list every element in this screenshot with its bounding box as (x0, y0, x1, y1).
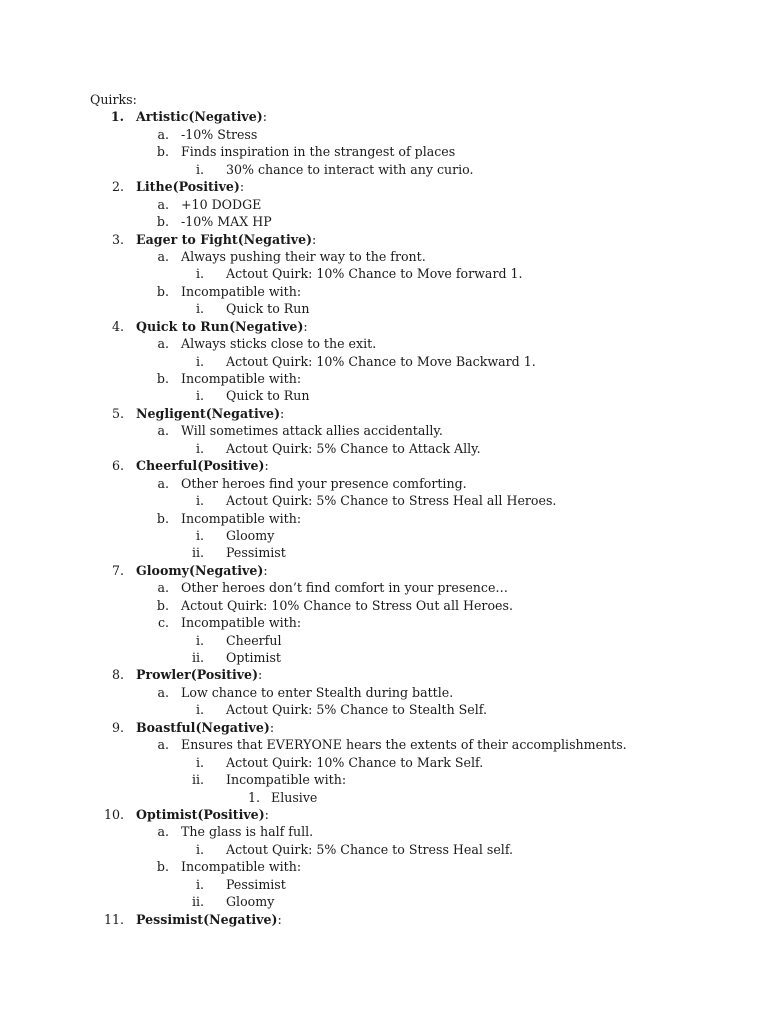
list-item (0, 736, 768, 753)
list-marker: 9. (111, 719, 124, 735)
quirk-title-label: Optimist(Positive) (136, 806, 265, 822)
quirk-title-colon: : (239, 179, 245, 195)
list-item (0, 196, 768, 213)
quirk-title-colon: : (269, 719, 275, 735)
list-marker: 2. (111, 179, 124, 195)
list-marker: a. (157, 336, 169, 352)
list-item (0, 335, 768, 352)
quirk-title-colon: : (280, 405, 285, 421)
quirk-title-colon: : (277, 911, 282, 927)
list-item-text: Other heroes don’t find comfort in your presence… (181, 580, 508, 596)
quirk-title-colon: : (262, 109, 267, 125)
list-item (0, 161, 768, 178)
list-marker: 1. (110, 109, 124, 125)
list-marker: a. (157, 475, 169, 491)
list-marker: i. (195, 876, 204, 892)
quirks-list (0, 91, 768, 928)
list-item (0, 492, 768, 509)
list-marker: 3. (111, 231, 124, 247)
list-item (0, 579, 768, 596)
list-item (0, 143, 768, 160)
list-item-text: Always pushing their way to the front. (181, 248, 426, 264)
quirk-title-label: Artistic(Negative) (136, 109, 263, 125)
list-marker: ii. (191, 545, 204, 561)
list-item (0, 544, 768, 561)
list-item-text: -10% MAX HP (181, 214, 272, 230)
list-item (0, 370, 768, 387)
list-item-text: Cheerful (226, 632, 282, 648)
list-item-text: Incompatible with: (181, 371, 302, 386)
quirk-entry (0, 108, 768, 125)
list-item-text: Quick to Run (226, 388, 310, 404)
list-marker: b. (156, 214, 169, 230)
list-marker: b. (156, 283, 169, 299)
list-item-text: Elusive (271, 789, 318, 805)
list-marker: i. (195, 754, 204, 770)
quirk-entry (0, 911, 768, 928)
list-item-text: Actout Quirk: 5% Chance to Stress Heal self. (226, 841, 514, 857)
list-marker: i. (195, 266, 204, 282)
list-item (0, 283, 768, 300)
list-marker: i. (195, 353, 204, 369)
list-marker: ii. (191, 772, 204, 788)
list-marker: b. (156, 144, 169, 160)
list-item-text: Actout Quirk: 10% Chance to Mark Self. (226, 754, 484, 770)
list-item-text: Incompatible with: (181, 615, 302, 631)
list-item-text: Actout Quirk: 10% Chance to Move Backward 1. (226, 353, 536, 369)
list-marker: c. (157, 615, 169, 631)
list-item (0, 754, 768, 771)
list-item-text: Actout Quirk: 5% Chance to Stealth Self. (226, 702, 488, 718)
list-marker: a. (157, 824, 169, 840)
list-item (0, 510, 768, 527)
quirk-title (136, 457, 269, 474)
list-item (0, 841, 768, 858)
quirk-title-label: Gloomy(Negative) (136, 562, 264, 578)
list-item-text: Other heroes find your presence comforting. (181, 475, 467, 491)
list-marker: a. (157, 126, 169, 142)
list-item (0, 265, 768, 282)
list-marker: ii. (191, 894, 204, 910)
quirk-title-colon: : (263, 562, 268, 578)
quirk-title (136, 405, 284, 422)
list-item-text: Low chance to enter Stealth during battle. (181, 684, 454, 700)
quirk-title-label: Eager to Fight(Negative) (136, 231, 313, 247)
quirk-title-colon: : (258, 667, 263, 683)
list-item (0, 422, 768, 439)
quirk-title (136, 666, 262, 683)
list-item (0, 614, 768, 631)
quirk-entry (0, 318, 768, 335)
list-item (0, 597, 768, 614)
quirk-entry (0, 666, 768, 683)
list-item (0, 387, 768, 404)
list-marker: 7. (111, 562, 124, 578)
list-item-text: Incompatible with: (181, 510, 302, 526)
list-item (0, 353, 768, 370)
quirk-title-label: Pessimist(Negative) (136, 911, 278, 927)
list-item (0, 876, 768, 893)
quirk-title-label: Cheerful(Positive) (136, 458, 265, 474)
quirk-title-label: Lithe(Positive) (136, 179, 240, 195)
list-item-text: Actout Quirk: 10% Chance to Stress Out all Heroes. (181, 597, 513, 613)
list-item-text: -10% Stress (181, 126, 258, 142)
list-item (0, 300, 768, 317)
quirk-title-colon: : (264, 458, 269, 474)
list-item (0, 649, 768, 666)
quirks-heading-line (0, 91, 768, 108)
list-marker: 6. (111, 458, 124, 474)
list-marker: 1. (247, 789, 260, 805)
list-item-text: Ensures that EVERYONE hears the extents of their accomplishments. (181, 737, 627, 753)
list-item (0, 475, 768, 492)
list-item (0, 701, 768, 718)
list-marker: a. (157, 248, 169, 264)
list-marker: 8. (111, 667, 124, 683)
list-marker: 11. (103, 911, 124, 927)
list-item-text: Gloomy (226, 894, 275, 910)
quirk-title-colon: : (303, 318, 308, 334)
list-marker: a. (157, 737, 169, 753)
list-marker: b. (156, 597, 169, 613)
quirk-title (136, 318, 308, 335)
list-item (0, 632, 768, 649)
list-item (0, 126, 768, 143)
list-marker: i. (195, 388, 204, 404)
list-item-text: Quick to Run (226, 301, 310, 317)
list-marker: ii. (191, 650, 204, 665)
list-marker: 4. (111, 318, 124, 334)
quirk-title-label: Boastful(Negative) (136, 719, 270, 735)
list-item-text: Gloomy (226, 527, 275, 543)
list-item-text: Optimist (226, 650, 281, 665)
list-item-text: The glass is half full. (181, 824, 314, 840)
list-item-text: Incompatible with: (181, 283, 302, 299)
list-item (0, 789, 768, 806)
list-marker: b. (156, 510, 169, 526)
list-item (0, 213, 768, 230)
quirk-entry (0, 806, 768, 823)
list-marker: i. (195, 440, 204, 456)
quirk-title (136, 231, 316, 248)
list-item (0, 858, 768, 875)
list-marker: i. (195, 301, 204, 317)
quirk-title (136, 719, 274, 736)
quirk-title-label: Negligent(Negative) (136, 405, 281, 421)
list-marker: i. (195, 632, 204, 648)
quirk-title-label: Prowler(Positive) (136, 667, 259, 683)
list-marker: a. (157, 684, 169, 700)
list-item (0, 893, 768, 910)
list-item-text: Actout Quirk: 5% Chance to Stress Heal all Heroes. (226, 493, 557, 509)
list-item-text: Incompatible with: (181, 859, 302, 875)
list-item-text: 30% chance to interact with any curio. (226, 161, 474, 177)
quirks-heading-colon: : (132, 92, 137, 107)
quirk-entry (0, 457, 768, 474)
list-item-text: +10 DODGE (181, 196, 262, 212)
list-marker: 10. (103, 806, 124, 822)
list-item-text: Will sometimes attack allies accidentally. (181, 423, 443, 439)
list-marker: a. (157, 196, 169, 212)
list-item (0, 684, 768, 701)
quirk-title-label: Quick to Run(Negative) (136, 318, 304, 334)
quirk-title (136, 178, 244, 195)
list-item (0, 771, 768, 788)
list-item (0, 823, 768, 840)
quirks-heading-label: Quirks (90, 92, 133, 107)
quirk-entry (0, 178, 768, 195)
list-item-text: Incompatible with: (226, 772, 347, 788)
list-marker: i. (195, 527, 204, 543)
list-item-text: Pessimist (226, 876, 286, 892)
quirk-title (136, 911, 282, 928)
list-item-text: Finds inspiration in the strangest of places (181, 144, 456, 160)
list-marker: i. (195, 841, 204, 857)
quirk-title (136, 108, 267, 125)
quirk-title-colon: : (312, 231, 317, 247)
list-marker: i. (195, 493, 204, 509)
list-item-text: Actout Quirk: 5% Chance to Attack Ally. (226, 440, 481, 456)
quirk-entry (0, 405, 768, 422)
list-item-text: Pessimist (226, 545, 286, 561)
list-marker: a. (157, 580, 169, 596)
quirk-title-colon: : (264, 806, 269, 822)
list-marker: i. (195, 161, 204, 177)
quirk-title (136, 562, 268, 579)
list-marker: b. (156, 859, 169, 875)
quirk-entry (0, 719, 768, 736)
quirk-lines (0, 108, 768, 928)
quirks-heading (90, 91, 137, 108)
quirk-entry (0, 562, 768, 579)
list-item (0, 248, 768, 265)
list-marker: 5. (111, 405, 124, 421)
list-item (0, 527, 768, 544)
quirk-entry (0, 231, 768, 248)
list-item-text: Actout Quirk: 10% Chance to Move forward 1. (226, 266, 523, 282)
list-marker: b. (156, 371, 169, 386)
list-marker: i. (195, 702, 204, 718)
list-marker: a. (157, 423, 169, 439)
list-item-text: Always sticks close to the exit. (181, 336, 377, 352)
list-item (0, 440, 768, 457)
quirk-title (136, 806, 269, 823)
